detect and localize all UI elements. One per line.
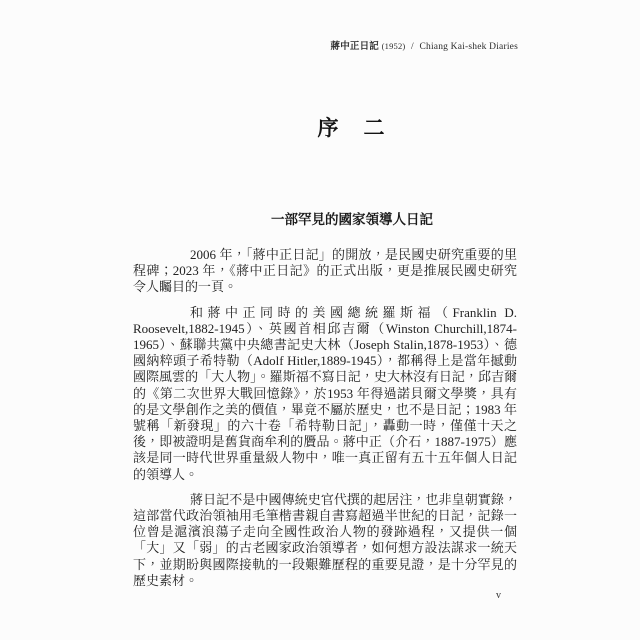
header-separator: / [411,42,414,52]
header-book-title-en: Chiang Kai-shek Diaries [419,42,518,52]
chapter-title-char-1: 序 [317,116,339,140]
header-edition-year: (1952) [381,41,406,51]
body-paragraph: 2006 年，「蔣中正日記」的開放，是民國史研究重要的里程碑；2023 年，《蔣中正日記》的正式出版，更是推展民國史研究令人矚目的一頁。 [133,247,517,295]
body-paragraph: 蔣日記不是中國傳統史官代撰的起居注，也非皇朝實錄，這部當代政治領袖用毛筆楷書親自書寫超過半世紀的日記，記錄一位曾是滬濱浪蕩子走向全國性政治人物的發跡過程，又提供一個「大」又「弱」的古老國家政治領導者，如何想方設法謀求一統天下，並期盼與國際接軌的一段艱難歷程的重要見證，是十分罕見的歷史素材。 [133,491,517,588]
chapter-title-char-2: 二 [363,116,385,140]
body-paragraph: 和蔣中正同時的美國總統羅斯福（Franklin D. Roosevelt,1882-1945）、英國首相邱吉爾（Winston Churchill,1874-1965）、蘇聯共黨中央總書記史大林（Joseph Stalin,1878-1953）、德國納粹頭子希特勒（Adolf Hitler,1889-1945），都稱得上是當年撼動國際風雲的「大人物」。羅斯福不寫日記，史大林沒有日記，邱吉爾的《第二次世界大戰回憶錄》，於1953 年得過諾貝爾文學獎，具有的是文學創作之美的價值，畢竟不屬於歷史，也不是日記；1983 年號稱「新發現」的六十卷「希特勒日記」，轟動一時，僅僅十天之後，即被證明是舊貨商牟利的贗品。蔣中正（介石，1887-1975）應該是同一時代世界重量級人物中，唯一真正留有五十五年個人日記的領導人。 [133,304,517,482]
running-header [331,38,519,52]
page-number: v [496,590,501,601]
section-heading: 一部罕見的國家領導人日記 [271,212,433,227]
chapter-title [318,117,385,139]
header-book-title-zh: 蔣中正日記 [330,42,380,52]
body-text-column [133,247,517,589]
